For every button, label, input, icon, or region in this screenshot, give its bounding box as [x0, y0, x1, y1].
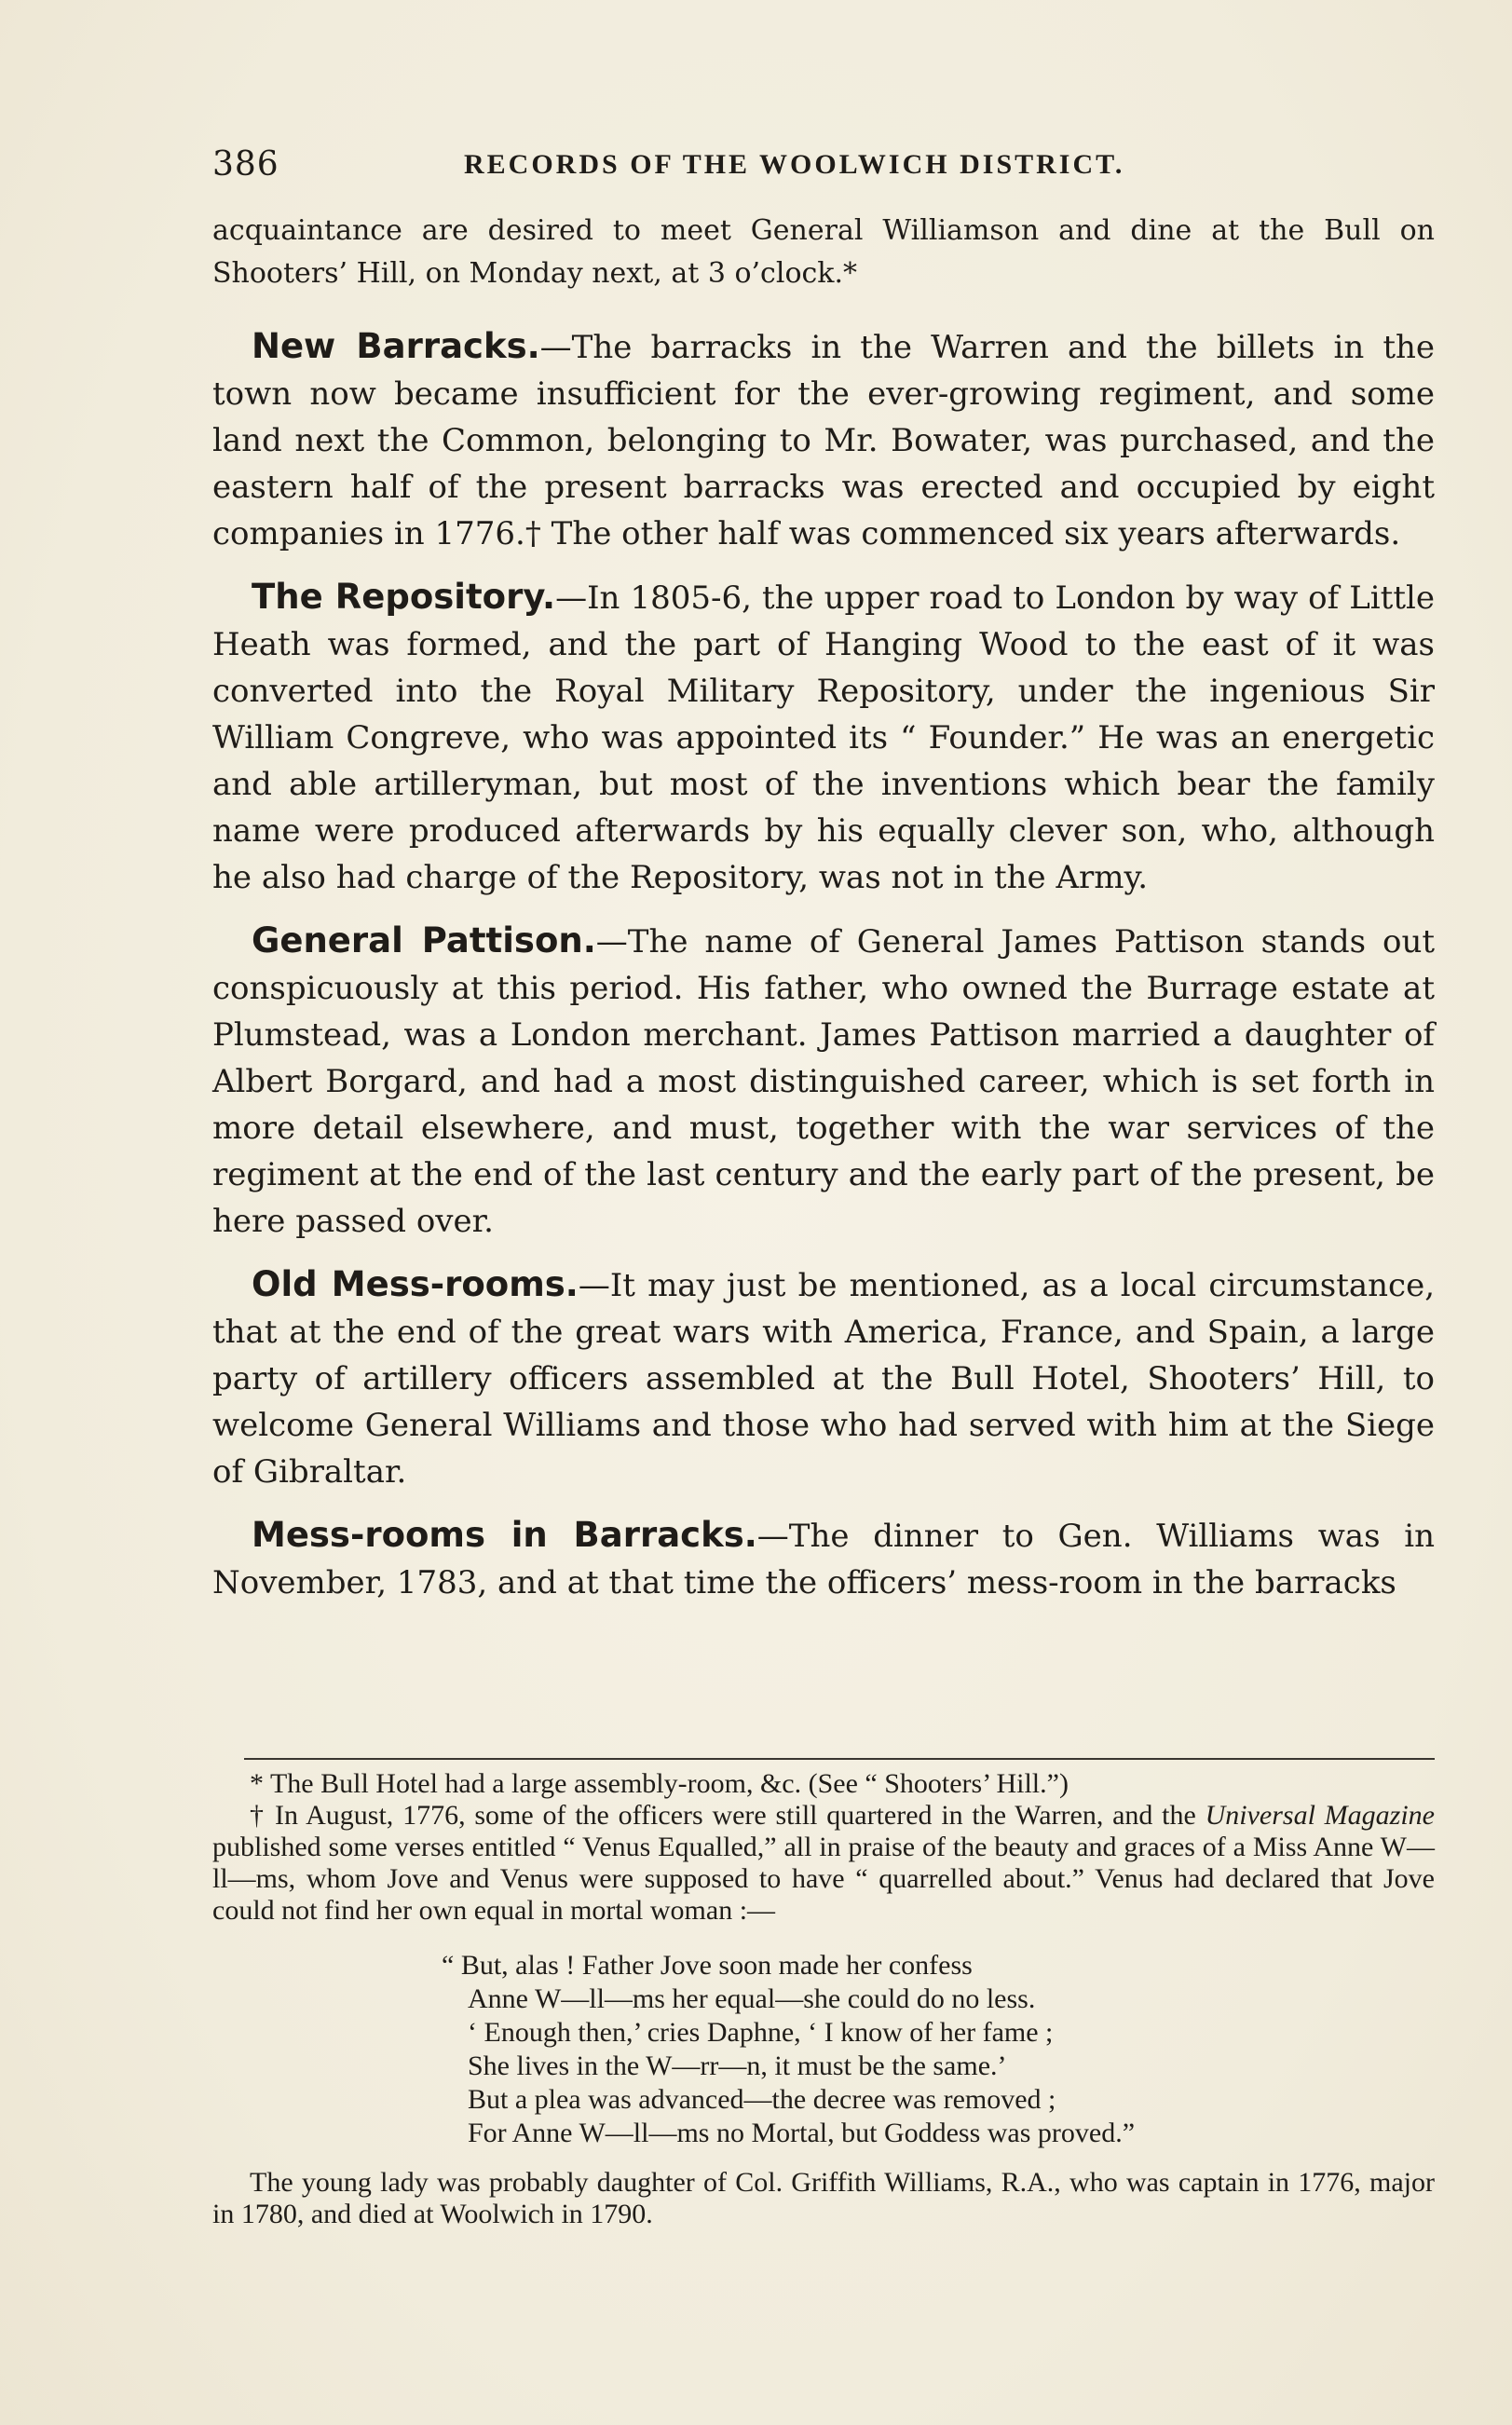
section-general-pattison	[212, 918, 1435, 1245]
footnote-verse	[442, 1949, 1435, 2150]
section-text: —The dinner to Gen. Williams was in November, 1783, and at that time the officers’ mess-room in the barracks	[212, 1518, 1435, 1601]
section-text: —It may just be mentioned, as a local circumstance, that at the end of the great wars with America, France, and Spain, a large party of artillery officers assembled at the Bull Hotel, Shooters’ Hill, to welcome General Williams and those who had served with him at the Siege of Gibraltar.	[212, 1267, 1436, 1491]
footnote-2	[212, 1800, 1435, 1927]
verse-line: Anne W—ll—ms her equal—she could do no less.	[468, 1983, 1036, 2014]
footnotes	[212, 1768, 1435, 2230]
verse-line: “ But, alas ! Father Jove soon made her confess	[442, 1950, 973, 1981]
footnote-2-text-b: published some verses entitled “ Venus Equalled,” all in praise of the beauty and graces of a Miss Anne W—ll—ms, whom Jove and Venus were supposed to have “ quarrelled about.” Venus had declared that Jove could not find her own equal in mortal woman :—	[212, 1832, 1435, 1926]
intro-paragraph: acquaintance are desired to meet General Williamson and dine at the Bull on Shooters’ Hill, on Monday next, at 3 o’clock.*	[212, 214, 1435, 290]
footnote-rule	[244, 1758, 1435, 1760]
verse-line: For Anne W—ll—ms no Mortal, but Goddess was proved.”	[468, 2118, 1136, 2148]
section-heading: General Pattison.	[252, 920, 596, 960]
page-number: 386	[212, 145, 279, 184]
verse-line: But a plea was advanced—the decree was removed ;	[468, 2084, 1056, 2115]
section-new-barracks	[212, 323, 1435, 557]
footnote-2-magazine-title: Universal Magazine	[1205, 1800, 1435, 1831]
section-text: —The barracks in the Warren and the billets in the town now became insufficient for the ever-growing regiment, and some land next the Common, belonging to Mr. Bowater, was purchased, and the eastern half of the present barracks was erected and occupied by eight companies in 1776.† The other half was commenced six years afterwards.	[212, 329, 1435, 552]
section-heading: Mess-rooms in Barracks.	[252, 1515, 757, 1555]
footnote-closing: The young lady was probably daughter of Col. Griffith Williams, R.A., who was captain in 1776, major in 1780, and died at Woolwich in 1790.	[212, 2167, 1435, 2229]
running-head: RECORDS OF THE WOOLWICH DISTRICT.	[464, 149, 1125, 180]
footnote-1: * The Bull Hotel had a large assembly-room, &c. (See “ Shooters’ Hill.”)	[250, 1768, 1069, 1799]
section-mess-rooms-in-barracks	[212, 1512, 1435, 1606]
body-text	[212, 210, 1435, 1623]
section-repository	[212, 574, 1435, 901]
verse-line: ‘ Enough then,’ cries Daphne, ‘ I know of her fame ;	[468, 2017, 1054, 2048]
section-text: —In 1805-6, the upper road to London by way of Little Heath was formed, and the part of Hanging Wood to the east of it was converted into the Royal Military Repository, under the ingenious Sir William Congreve, who was appointed its “ Founder.” He was an energetic and able artilleryman, but most of the inventions which bear the family name were produced afterwards by his equally clever son, who, although he also had charge of the Repository, was not in the Army.	[212, 579, 1435, 896]
verse-line: She lives in the W—rr—n, it must be the same.’	[468, 2050, 1007, 2081]
footnote-2-text-a: † In August, 1776, some of the officers were still quartered in the Warren, and the	[250, 1800, 1206, 1831]
section-heading: Old Mess-rooms.	[252, 1264, 579, 1304]
section-heading: The Repository.	[252, 577, 556, 617]
section-heading: New Barracks.	[252, 326, 540, 366]
section-old-mess-rooms	[212, 1261, 1435, 1495]
section-text: —The name of General James Pattison stands out conspicuously at this period. His father, who owned the Burrage estate at Plumstead, was a London merchant. James Pattison married a daughter of Albert Borgard, and had a most distinguished career, which is set forth in more detail elsewhere, and must, together with the war services of the regiment at the end of the last century and the early part of the present, be here passed over.	[212, 923, 1436, 1240]
page-header	[212, 140, 1435, 196]
